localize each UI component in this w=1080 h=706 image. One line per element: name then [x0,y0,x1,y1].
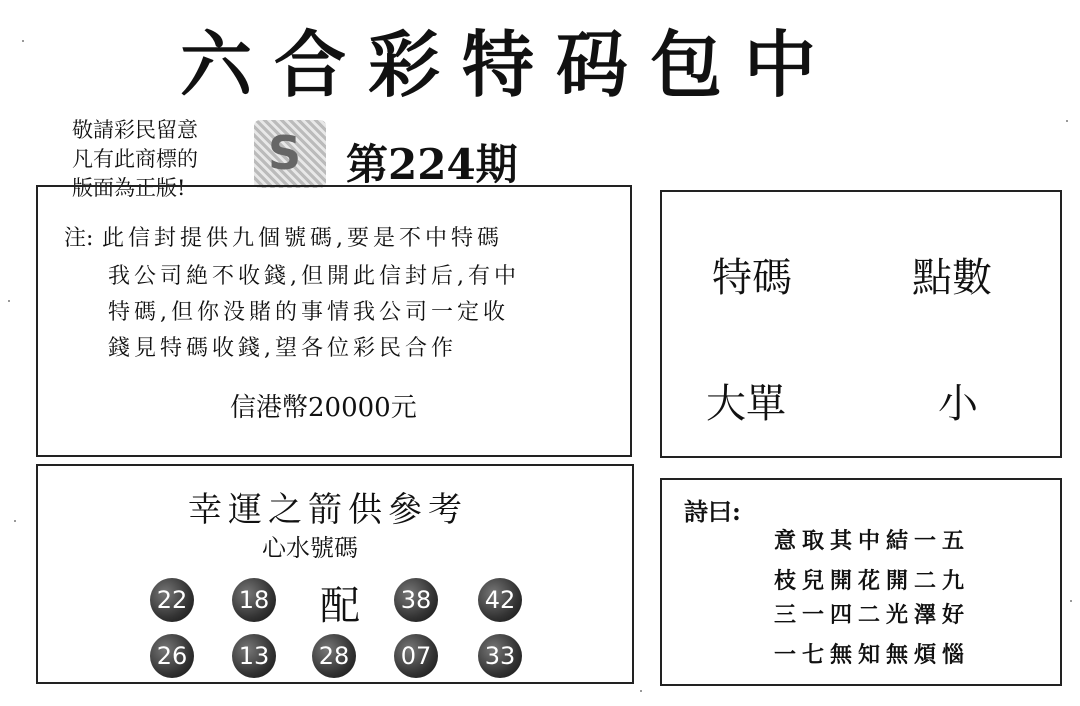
number-ball: 33 [478,634,522,678]
notice-line: 凡有此商標的 [72,147,198,171]
number-ball: 26 [150,634,194,678]
lucky-subtitle: 心水號碼 [262,534,358,562]
small-label: 小 [938,381,978,427]
issue-number: 第224期 [346,140,518,189]
scan-speck [8,300,10,302]
scan-speck [1070,600,1072,602]
poem-line: 枝兒開花開二九 [774,568,971,594]
poem-line: 一七無知無煩惱 [774,642,971,668]
number-ball: 22 [150,578,194,622]
number-ball: 38 [394,578,438,622]
note-line: 我公司絶不收錢,但開此信封后,有中 [108,264,520,289]
scan-speck [640,690,642,692]
special-code-label: 特碼 [712,255,792,301]
scan-speck [1066,120,1068,122]
notice-line: 版面為正版! [72,176,186,200]
trademark-logo [254,120,326,188]
note-line: 此信封提供九個號碼,要是不中特碼 [102,226,503,251]
note-label: 注: [64,226,94,251]
special-code-box [660,190,1062,458]
note-line: 特碼,但你没賭的事情我公司一定收 [108,300,509,325]
lucky-title: 幸運之箭供參考 [188,490,468,530]
note-box [36,185,632,457]
poem-line: 意取其中結一五 [774,528,971,554]
number-ball: 07 [394,634,438,678]
number-ball: 18 [232,578,276,622]
big-odd-label: 大單 [706,381,786,427]
note-line: 錢見特碼收錢,望各位彩民合作 [108,336,457,361]
notice-line: 敬請彩民留意 [72,118,198,142]
number-ball: 42 [478,578,522,622]
logo-mark: S [268,126,302,180]
scan-speck [14,520,16,522]
poem-label: 詩曰: [684,497,741,526]
page-title: 六合彩特码包中 [180,23,839,107]
poem-box [660,478,1062,686]
scan-speck [22,40,24,42]
pair-word: 配 [320,583,360,629]
reward-text: 信港幣20000元 [230,393,417,423]
poem-line: 三一四二光澤好 [774,602,971,628]
lucky-numbers-box [36,464,634,684]
points-label: 點數 [912,255,992,301]
number-ball: 13 [232,634,276,678]
number-ball: 28 [312,634,356,678]
